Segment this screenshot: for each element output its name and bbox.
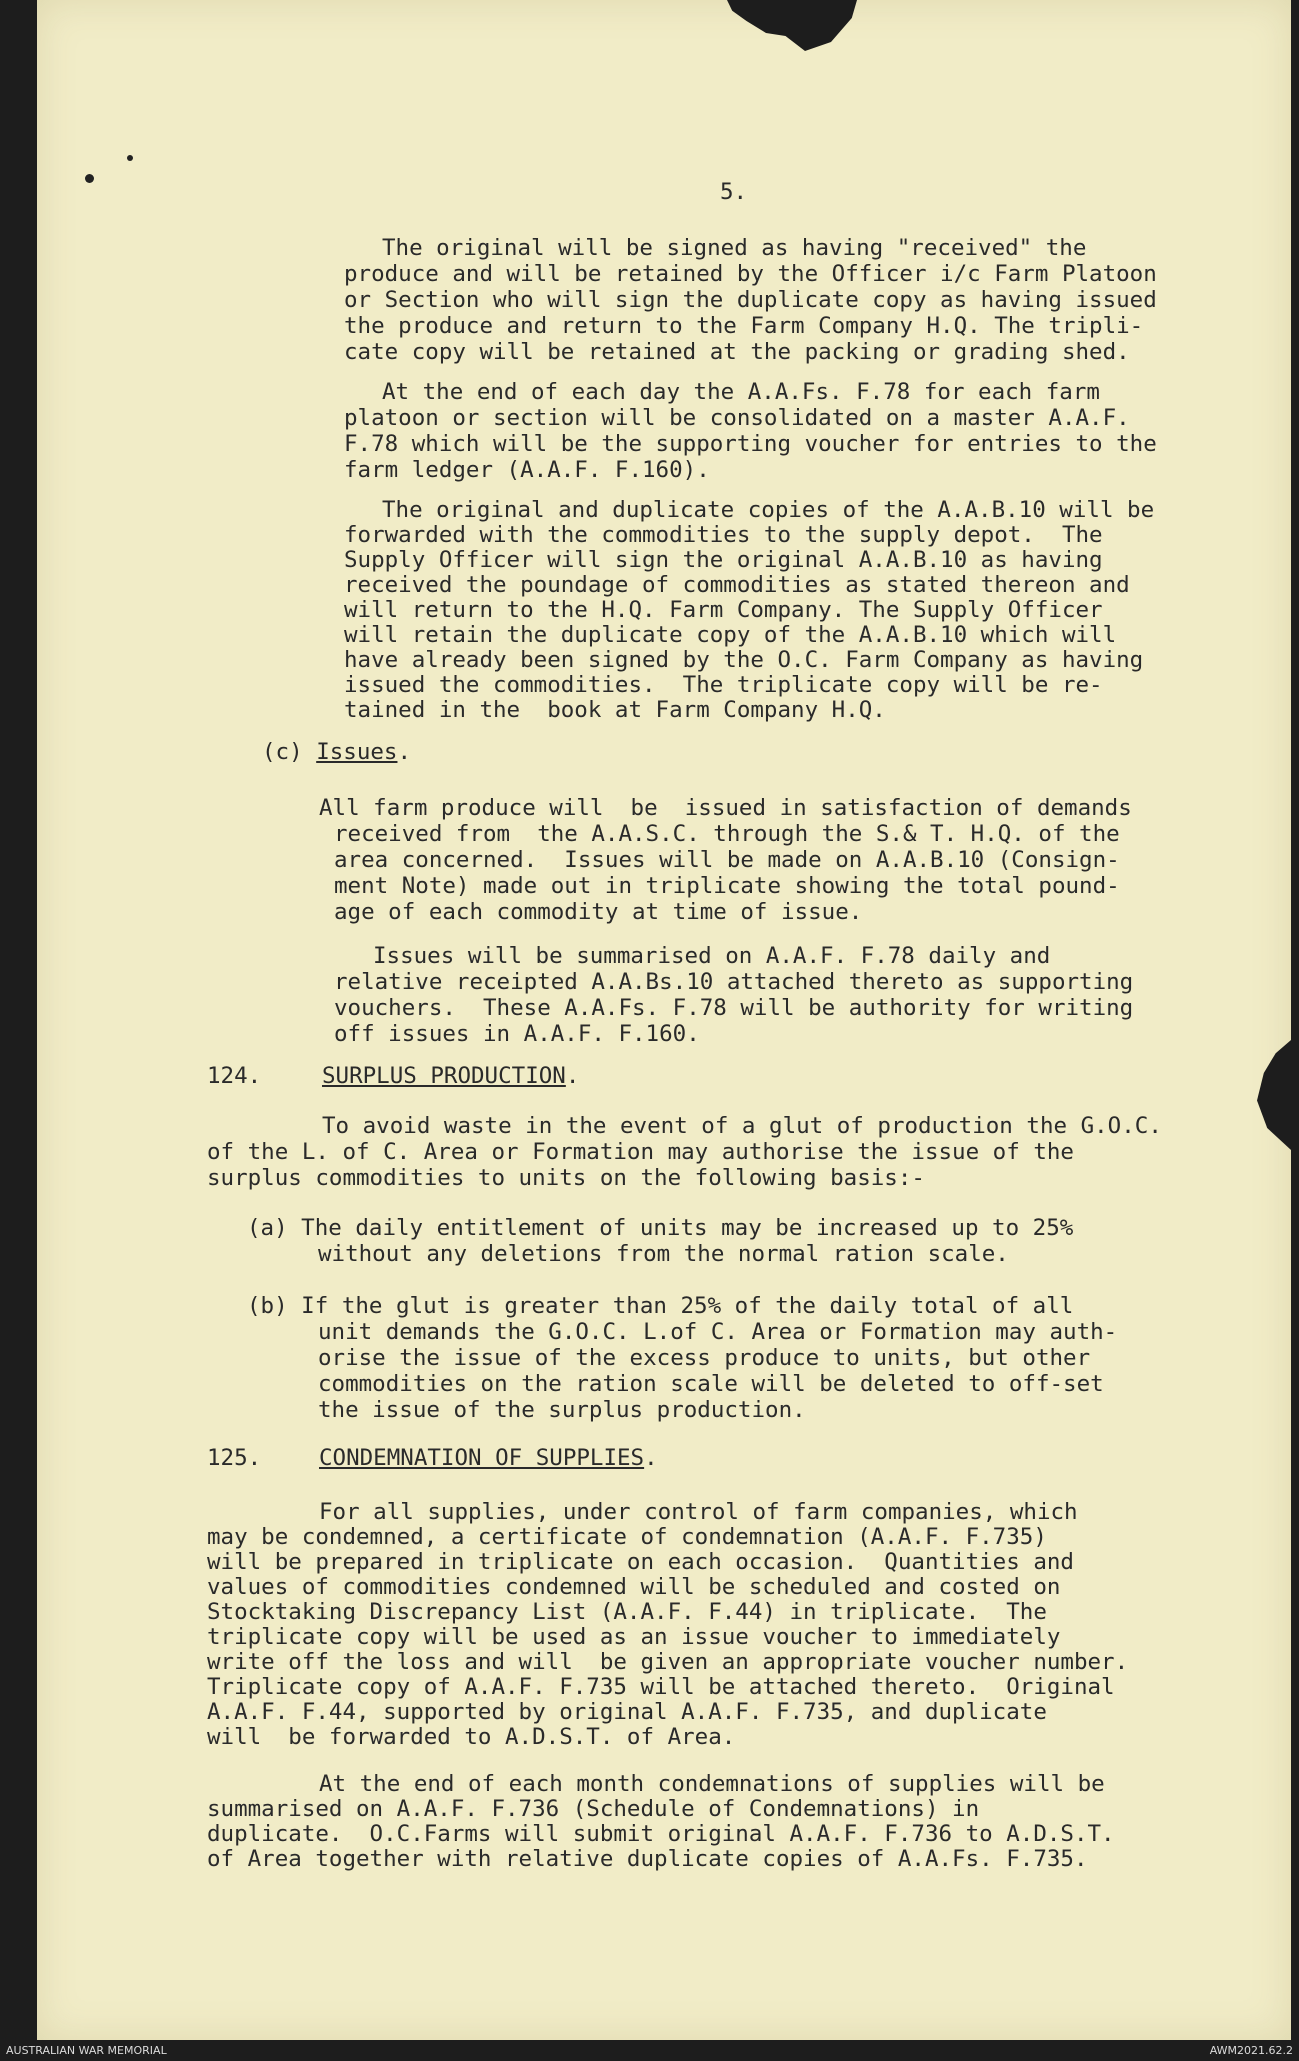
text-line: cate copy will be retained at the packing or grading shed.	[344, 339, 1130, 365]
text-line: may be condemned, a certificate of condemnation (A.A.F. F.735)	[207, 1524, 1047, 1550]
text-line: issued the commodities. The triplicate copy will be re-	[344, 672, 1103, 698]
text-line: The original and duplicate copies of the A.A.B.10 will be	[382, 497, 1155, 523]
section-number: 124.	[207, 1063, 262, 1089]
section-number: 125.	[207, 1445, 262, 1471]
text-line: produce and will be retained by the Officer i/c Farm Platoon	[344, 261, 1157, 287]
text-line: the issue of the surplus production.	[318, 1397, 806, 1423]
text-line: off issues in A.A.F. F.160.	[334, 1021, 700, 1047]
text-line: relative receipted A.A.Bs.10 attached thereto as supporting	[334, 969, 1134, 995]
section-title-end: .	[565, 1063, 580, 1089]
text-line: platoon or section will be consolidated on a master A.A.F.	[344, 405, 1130, 431]
footer-accession-number: AWM2021.62.2	[1209, 2044, 1293, 2057]
text-line: (a) The daily entitlement of units may be increased up to 25%	[247, 1215, 1074, 1241]
document-page	[37, 0, 1291, 2040]
text-line: Triplicate copy of A.A.F. F.735 will be attached thereto. Original	[207, 1674, 1115, 1700]
text-line: For all supplies, under control of farm companies, which	[319, 1499, 1078, 1525]
text-line: At the end of each month condemnations of supplies will be	[319, 1771, 1105, 1797]
text-line: ment Note) made out in triplicate showing the total pound-	[334, 873, 1120, 899]
subsection-label: (c)	[262, 739, 317, 765]
text-line: write off the loss and will be given an appropriate voucher number.	[207, 1649, 1129, 1675]
subsection-heading-issues	[262, 740, 411, 764]
archive-footer	[0, 2040, 1299, 2061]
text-line: vouchers. These A.A.Fs. F.78 will be authority for writing	[334, 995, 1134, 1021]
torn-edge	[1257, 1040, 1291, 1150]
section-title	[319, 1446, 658, 1470]
text-line: of the L. of C. Area or Formation may authorise the issue of the	[207, 1139, 1074, 1165]
text-line: received the poundage of commodities as stated thereon and	[344, 572, 1130, 598]
section-title-end: .	[644, 1445, 658, 1471]
punch-mark	[127, 155, 133, 161]
text-line: have already been signed by the O.C. Farm Company as having	[344, 647, 1144, 673]
text-line: surplus commodities to units on the following basis:-	[207, 1165, 925, 1191]
text-line: unit demands the G.O.C. L.of C. Area or Formation may auth-	[318, 1319, 1118, 1345]
text-line: F.78 which will be the supporting voucher for entries to the	[344, 431, 1157, 457]
text-line: To avoid waste in the event of a glut of production the G.O.C.	[322, 1113, 1162, 1139]
punch-mark	[85, 174, 94, 183]
text-line: A.A.F. F.44, supported by original A.A.F. F.735, and duplicate	[207, 1699, 1047, 1725]
text-line: Supply Officer will sign the original A.A.B.10 as having	[344, 547, 1103, 573]
text-line: will retain the duplicate copy of the A.A.B.10 which will	[344, 622, 1117, 648]
text-line: forwarded with the commodities to the supply depot. The	[344, 522, 1103, 548]
text-line: summarised on A.A.F. F.736 (Schedule of Condemnations) in	[207, 1796, 980, 1822]
text-line: orise the issue of the excess produce to units, but other	[318, 1345, 1091, 1371]
subsection-title-end: .	[397, 739, 412, 765]
text-line: All farm produce will be issued in satisfaction of demands	[319, 795, 1132, 821]
text-line: (b) If the glut is greater than 25% of the daily total of all	[247, 1293, 1074, 1319]
footer-credit: AUSTRALIAN WAR MEMORIAL	[6, 2044, 167, 2057]
subsection-title: Issues	[316, 739, 398, 765]
section-title	[322, 1064, 579, 1088]
text-line: Stocktaking Discrepancy List (A.A.F. F.44) in triplicate. The	[207, 1599, 1047, 1625]
text-line: received from the A.A.S.C. through the S.& T. H.Q. of the	[334, 821, 1120, 847]
text-line: will be prepared in triplicate on each occasion. Quantities and	[207, 1549, 1074, 1575]
text-line: age of each commodity at time of issue.	[334, 899, 863, 925]
text-line: duplicate. O.C.Farms will submit original A.A.F. F.736 to A.D.S.T.	[207, 1821, 1115, 1847]
text-line: of Area together with relative duplicate copies of A.A.Fs. F.735.	[207, 1846, 1088, 1872]
section-title-text: SURPLUS PRODUCTION	[322, 1063, 566, 1089]
text-line: will return to the H.Q. Farm Company. The Supply Officer	[344, 597, 1103, 623]
text-line: without any deletions from the normal ration scale.	[318, 1241, 1009, 1267]
text-line: Issues will be summarised on A.A.F. F.78 daily and	[373, 943, 1051, 969]
text-line: At the end of each day the A.A.Fs. F.78 for each farm	[382, 379, 1100, 405]
text-line: area concerned. Issues will be made on A.A.B.10 (Consign-	[334, 847, 1120, 873]
text-line: tained in the book at Farm Company H.Q.	[344, 697, 886, 723]
text-line: the produce and return to the Farm Company H.Q. The tripli-	[344, 313, 1144, 339]
text-line: farm ledger (A.A.F. F.160).	[344, 457, 710, 483]
text-line: triplicate copy will be used as an issue voucher to immediately	[207, 1624, 1061, 1650]
text-line: or Section who will sign the duplicate copy as having issued	[344, 287, 1157, 313]
text-line: will be forwarded to A.D.S.T. of Area.	[207, 1724, 736, 1750]
section-title-text: CONDEMNATION OF SUPPLIES	[319, 1445, 645, 1471]
page-number: 5.	[720, 179, 748, 205]
text-line: values of commodities condemned will be scheduled and costed on	[207, 1574, 1061, 1600]
text-line: commodities on the ration scale will be deleted to off-set	[318, 1371, 1104, 1397]
text-line: The original will be signed as having "received" the	[382, 235, 1087, 261]
torn-corner	[727, 0, 857, 60]
